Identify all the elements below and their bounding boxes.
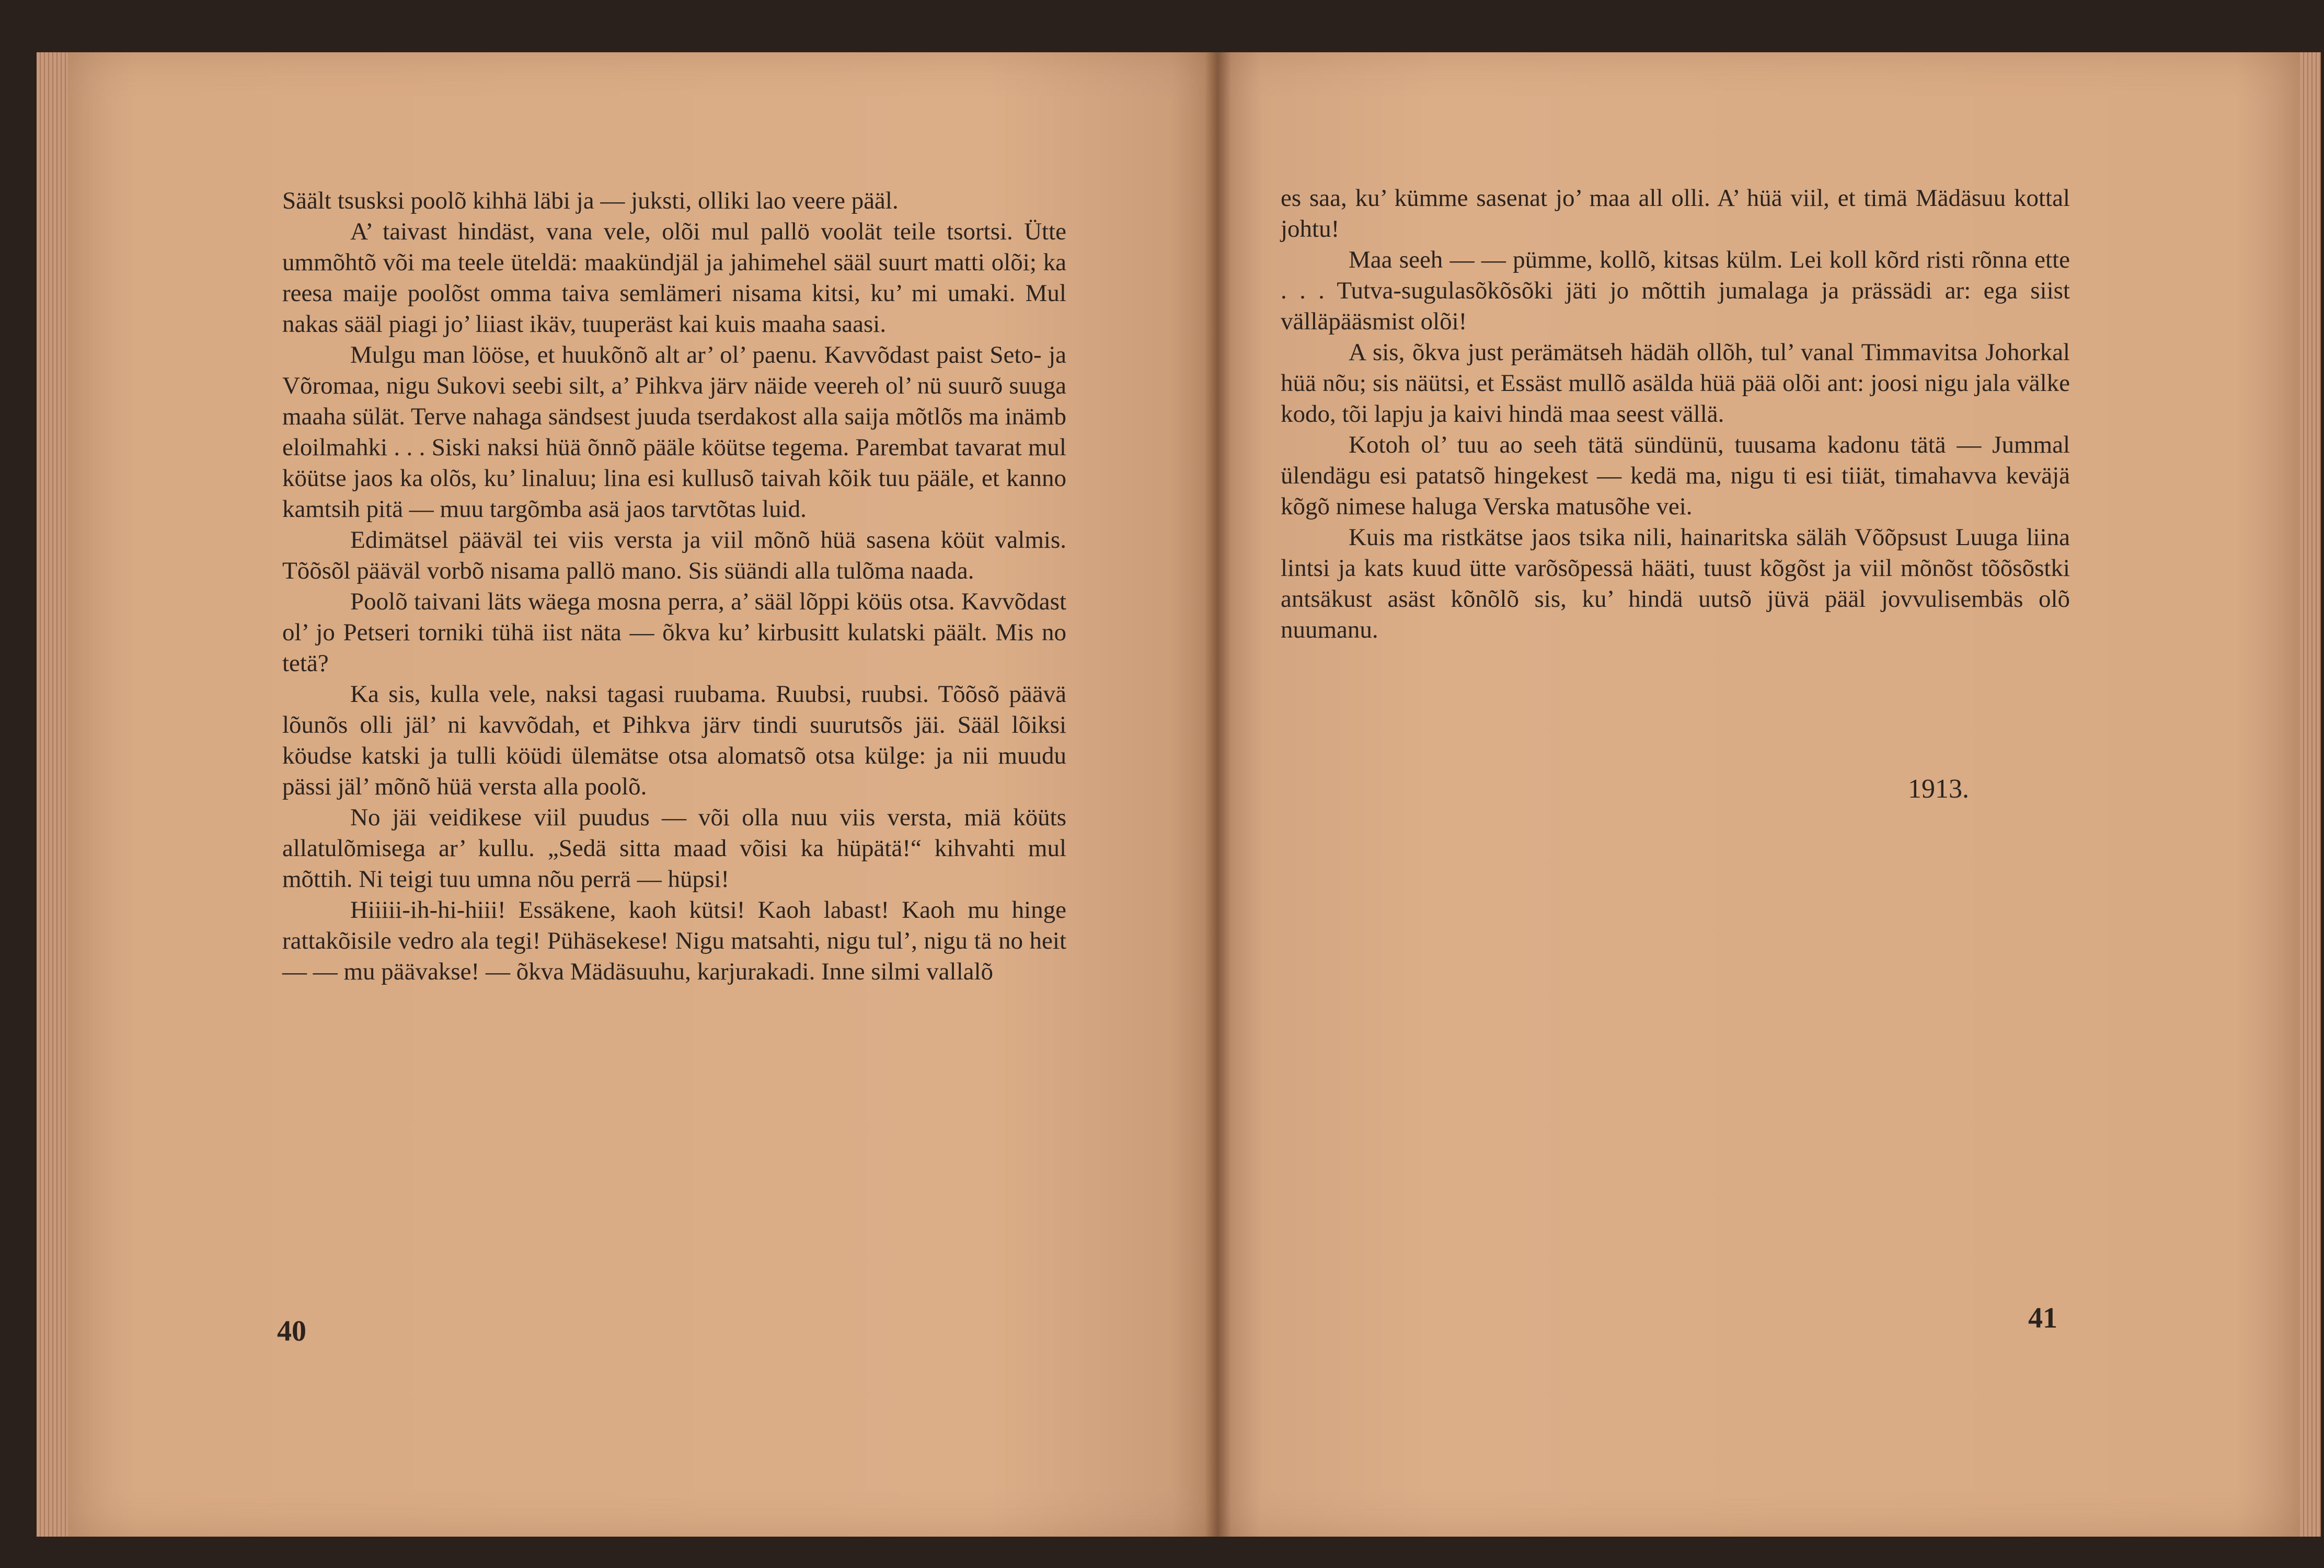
right-page-text (1281, 183, 2070, 645)
page-edges-right (2300, 52, 2321, 1537)
paragraph: Säält tsusksi poolõ kihhä läbi ja — juksti, olliki lao veere pääl. (282, 187, 899, 214)
paragraph: Ka sis, kulla vele, naksi tagasi ruubama. Ruubsi, ruubsi. Tõõsõ päävä lõunõs olli jäl’ ni kavvõdah, et Pihkva järv tindi suurutsõs jäi. Sääl lõiksi köudse katski ja tulli köüdi ülemätse otsa alomatsõ otsa külge: ja nii muudu pässi jäl’ mõnõ hüä versta alla poolõ. (282, 681, 1066, 800)
paragraph: Kotoh ol’ tuu ao seeh tätä sündünü, tuusama kadonu tätä — Jummal ülendägu esi patatsõ hingekest — kedä ma, nigu ti esi tiiät, timahavva keväjä kõgõ nimese haluga Verska matusõhe vei. (1281, 431, 2070, 520)
paragraph: No jäi veidikese viil puudus — või olla nuu viis versta, miä köüts allatulõmisega ar’ kullu. „Sedä sitta maad võisi ka hüpätä!“ kihvahti mul mõttih. Ni teigi tuu umna nõu perrä — hüpsi! (282, 804, 1066, 893)
paragraph: Kuis ma ristkätse jaos tsika nili, hainaritska säläh Võõpsust Luuga liina lintsi ja kats kuud ütte varõsõpessä hääti, tuust kõgõst ja viil mõnõst tõõsõstki antsäkust asäst kõnõlõ sis, ku’ hindä uutsõ jüvä pääl jovvulisembäs olõ nuumanu. (1281, 524, 2070, 643)
page-number-left: 40 (277, 1315, 306, 1347)
left-page-text (282, 186, 1066, 987)
page-edges-left (37, 52, 68, 1537)
paragraph: Maa seeh — — pümme, kollõ, kitsas külm. Lei koll kõrd risti rõnna ette . . . Tutva-sugulasõkõsõki jäti jo mõttih jumalaga ja prässädi ar: ega siist välläpääsmist olõi! (1281, 246, 2070, 335)
paragraph: Hiiiii-ih-hi-hiii! Essäkene, kaoh kütsi! Kaoh labast! Kaoh mu hinge rattakõisile vedro ala tegi! Pühäsekese! Nigu matsahti, nigu tul’, nigu tä no heit — — mu päävakse! — õkva Mädäsuuhu, karjurakadi. Inne silmi vallalõ (282, 896, 1066, 985)
paragraph: Edimätsel pääväl tei viis versta ja viil mõnõ hüä sasena köüt valmis. Tõõsõl pääväl vorbõ nisama pallö mano. Sis süändi alla tulõma naada. (282, 526, 1066, 584)
paragraph: Mulgu man lööse, et huukõnõ alt ar’ ol’ paenu. Kavvõdast paist Seto- ja Võromaa, nigu Sukovi seebi silt, a’ Pihkva järv näide veereh ol’ nü suurõ suuga maaha sülät. Terve nahaga sändsest juuda tserdakost alla saija mõtlõs ma inämb eloilmahki . . . Siski naksi hüä õnnõ pääle köütse tegema. Parembat tavarat mul köütse jaos ka olõs, ku’ linaluu; lina esi kullusõ taivah kõik tuu pääle, et kanno kamtsih pitä — muu targõmba asä jaos tarvtõtas luid. (282, 341, 1066, 523)
paragraph: A’ taivast hindäst, vana vele, olõi mul pallö voolät teile tsortsi. Ütte ummõhtõ või ma teele üteldä: maakündjäl ja jahimehel sääl suurt matti olõi; ka reesa maije poolõst omma taiva semlämeri nisama kitsi, ku’ mi umaki. Mul nakas sääl piagi jo’ liiast ikäv, tuuperäst kai kuis maaha saasi. (282, 218, 1066, 338)
paragraph: A sis, õkva just perämätseh hädäh ollõh, tul’ vanal Timmavitsa Johorkal hüä nõu; sis näütsi, et Essäst mullõ asälda hüä pää olõi ant: joosi nigu jala välke kodo, tõi lapju ja kaivi hindä maa seest vällä. (1281, 339, 2070, 428)
page-number-right: 41 (2028, 1302, 2057, 1334)
paragraph: Poolõ taivani läts wäega mosna perra, a’ sääl lõppi köüs otsa. Kavvõdast ol’ jo Petseri torniki tühä iist näta — õkva ku’ kirbusitt kulatski päält. Mis no tetä? (282, 588, 1066, 677)
paragraph: es saa, ku’ kümme sasenat jo’ maa all olli. A’ hüä viil, et timä Mädäsuu kottal johtu! (1281, 185, 2070, 243)
book-gutter (1205, 52, 1231, 1537)
year-dateline: 1913. (1908, 774, 1969, 804)
